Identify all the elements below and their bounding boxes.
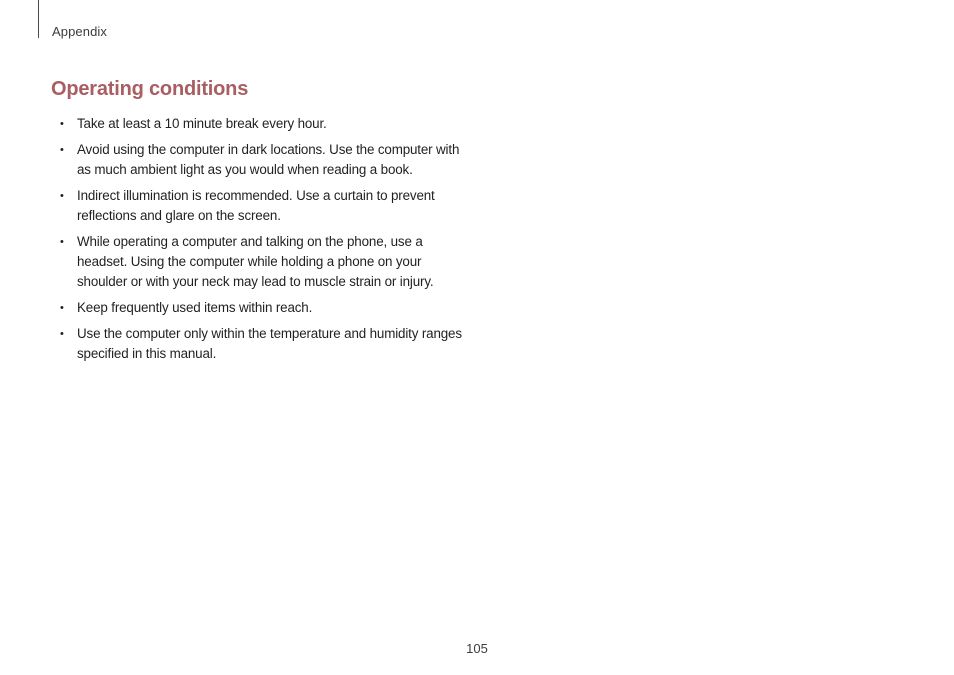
list-item-text: Indirect illumination is recommended. Use a curtain to prevent reflections and glare on the screen.	[77, 187, 435, 223]
list-item-text: Use the computer only within the temperature and humidity ranges specified in this manual.	[77, 325, 462, 361]
section-label: Appendix	[52, 24, 108, 39]
list-item-text: While operating a computer and talking on the phone, use a headset. Using the computer while holding a phone on your shoulder or with your neck may lead to muscle strain or injury.	[77, 233, 434, 290]
bullet-icon: •	[60, 118, 64, 130]
list-item	[60, 232, 470, 293]
bullet-icon: •	[60, 189, 64, 202]
bullet-list	[60, 114, 470, 370]
list-item-text: Keep frequently used items within reach.	[77, 300, 313, 315]
page-title: Operating conditions	[51, 78, 249, 100]
list-item-text: Take at least a 10 minute break every hour.	[77, 116, 327, 131]
header-divider	[38, 0, 39, 38]
list-item	[60, 186, 470, 227]
list-item	[60, 114, 470, 134]
bullet-icon: •	[60, 302, 64, 314]
list-item	[60, 140, 470, 181]
bullet-icon: •	[60, 327, 64, 340]
bullet-icon: •	[60, 143, 64, 156]
list-item	[60, 298, 470, 318]
page-number: 105	[466, 641, 488, 656]
list-item-text: Avoid using the computer in dark locations. Use the computer with as much ambient light as you would when reading a book.	[77, 141, 460, 177]
list-item	[60, 324, 470, 365]
bullet-icon: •	[60, 235, 64, 248]
